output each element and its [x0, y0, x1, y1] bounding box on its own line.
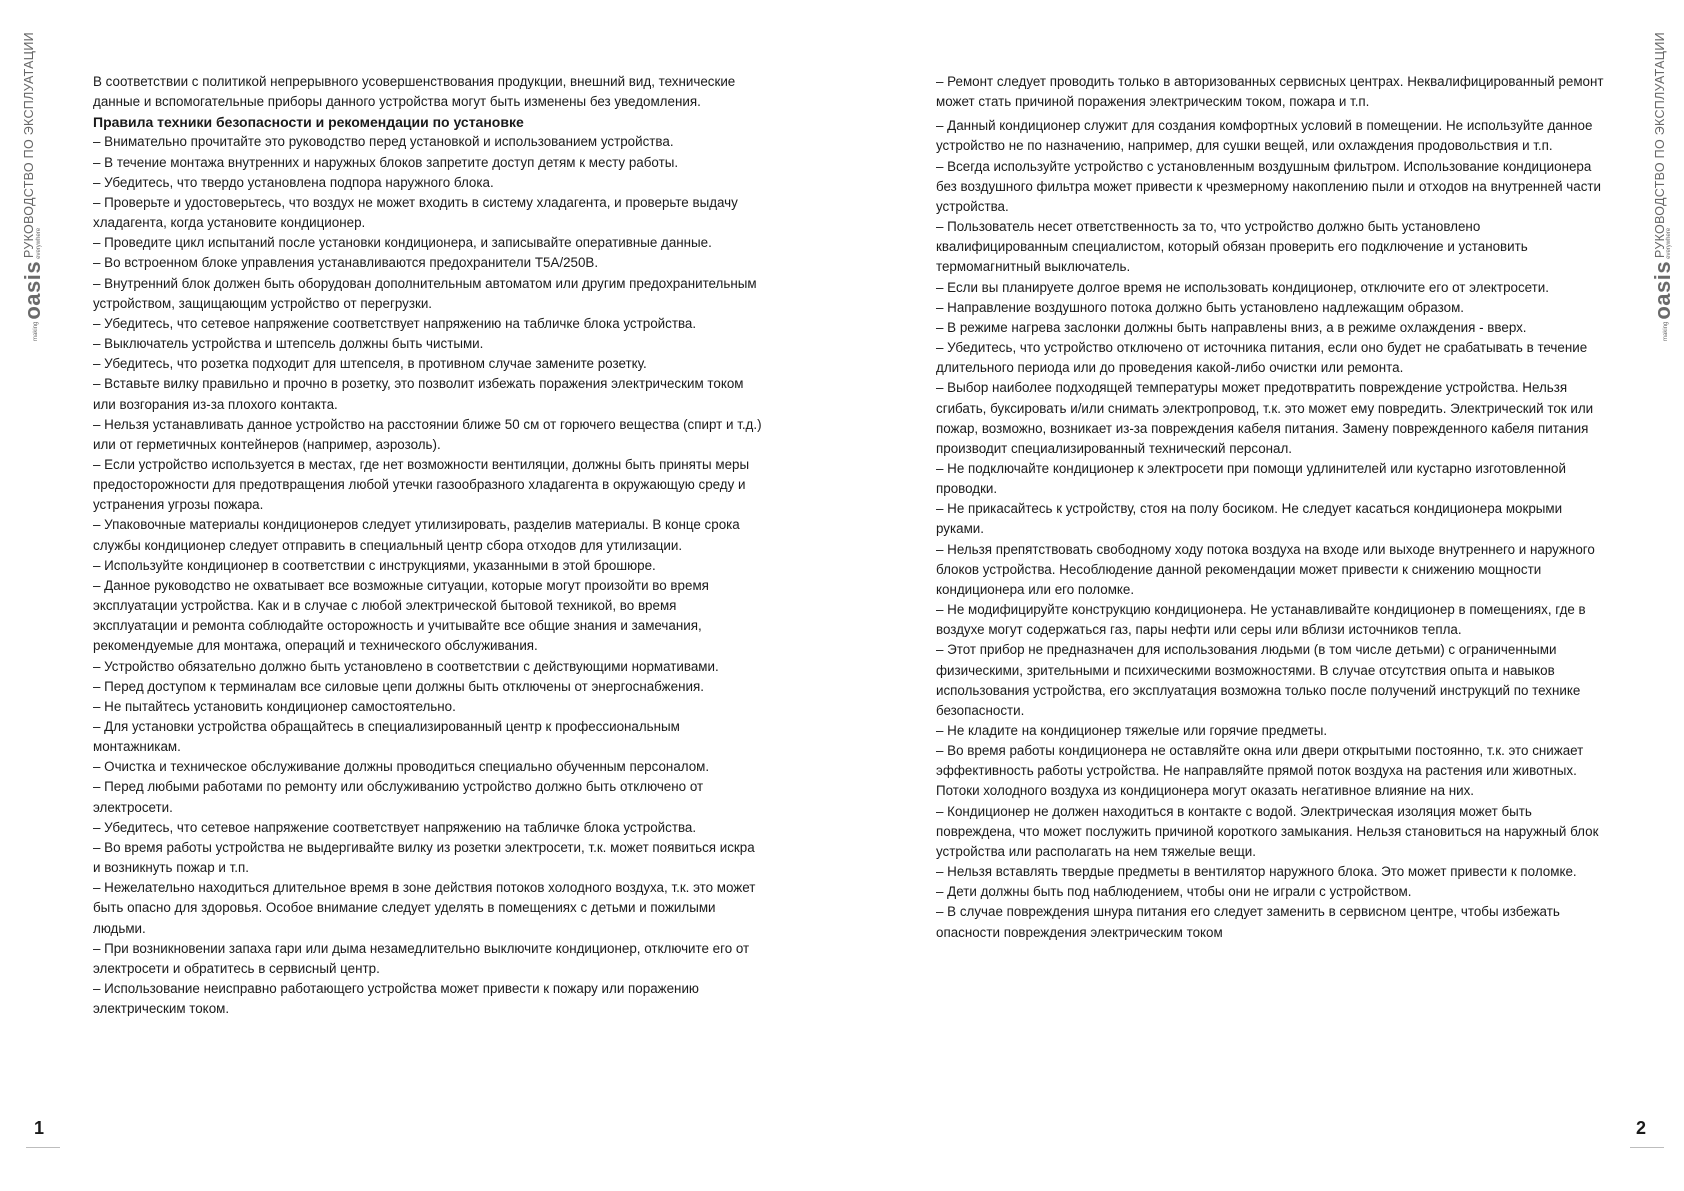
list-item: – Внимательно прочитайте это руководство перед установкой и использованием устройства.	[93, 134, 674, 150]
brand-name: oasis	[20, 260, 45, 320]
list-item: – Вставьте вилку правильно и прочно в розетку, это позволит избежать поражения электрическим током или возгорания из-за плохого контакта.	[93, 376, 744, 412]
safety-rules-list	[93, 132, 763, 1019]
list-item: – Перед любыми работами по ремонту или обслуживанию устройство должно быть отключено от электросети.	[93, 779, 704, 815]
brand-making: making	[1663, 321, 1669, 341]
list-item: – В случае повреждения шнура питания его следует заменить в сервисном центре, чтобы избежать опасности повреждения электрическим током	[936, 904, 1560, 940]
brand-making: making	[33, 321, 39, 341]
list-item: – Нельзя устанавливать данное устройство на расстоянии ближе 50 см от горючего вещества (спирт и т.д.) или от герметичных контейнеров (например, аэрозоль).	[93, 416, 762, 452]
brand-logo-right	[1642, 227, 1676, 341]
list-item: – Убедитесь, что розетка подходит для штепселя, в противном случае замените розетку.	[93, 356, 647, 372]
list-item: – В течение монтажа внутренних и наружных блоков запретите доступ детям к месту работы.	[93, 154, 679, 170]
section-heading: Правила техники безопасности и рекомендации по установке	[93, 114, 524, 131]
list-item: – Нежелательно находиться длительное время в зоне действия потоков холодного воздуха, т.к. это может быть опасно для здоровья. Особое внимание следует уделять в помещениях с детьми и пожилыми людьми.	[93, 880, 756, 936]
page-number-left: 1	[34, 1118, 45, 1138]
page-number-right: 2	[1636, 1118, 1647, 1138]
list-item: – Проведите цикл испытаний после установки кондиционера, и записывайте оперативные данные.	[93, 235, 712, 251]
list-item: – Убедитесь, что сетевое напряжение соответствует напряжению на табличке блока устройства.	[93, 315, 697, 331]
page-number-divider-left	[26, 1147, 60, 1148]
list-item: – Нельзя вставлять твердые предметы в вентилятор наружного блока. Это может привести к поломке.	[936, 864, 1577, 880]
list-item: – Проверьте и удостоверьтесь, что воздух не может входить в систему хладагента, и проверьте выдачу хладагента, когда установите кондиционер.	[93, 194, 738, 231]
list-item: – Выключатель устройства и штепсель должны быть чистыми.	[93, 336, 484, 352]
list-item: – Этот прибор не предназначен для использования людьми (в том числе детьми) с ограниченными физическими, зрительными и психическими возможностями. В случае отсутствия опыта и навыков использования устройства, его эксплуатация возможна только после получений инструкций по технике безопасности.	[936, 642, 1581, 718]
list-item: – Кондиционер не должен находиться в контакте с водой. Электрическая изоляция может быть повреждена, что может послужить причиной короткого замыкания. Нельзя становиться на наружный блок устройства или располагать на нем тяжелые вещи.	[936, 803, 1599, 859]
list-item: – Перед доступом к терминалам все силовые цепи должны быть отключены от энергоснабжения.	[93, 678, 704, 694]
list-item: – Не модифицируйте конструкцию кондиционера. Не устанавливайте кондиционер в помещениях, где в воздухе могут содержаться газ, пары нефти или серы или вблизи источников тепла.	[936, 602, 1586, 638]
list-item: – Ремонт следует проводить только в авторизованных сервисных центрах. Неквалифицированный ремонт может стать причиной поражения электрическим током, пожара и т.п.	[936, 74, 1604, 110]
list-item: – Для установки устройства обращайтесь в специализированный центр к профессиональным монтажникам.	[93, 719, 680, 755]
list-item: – Во встроенном блоке управления устанавливаются предохранители T5A/250B.	[93, 255, 599, 271]
side-label-right: РУКОВОДСТВО ПО ЭКСПЛУАТАЦИИ	[1653, 32, 1667, 258]
list-item: – Во время работы устройства не выдергивайте вилку из розетки электросети, т.к. может появиться искра и возникнуть пожар и т.п.	[93, 839, 755, 876]
list-item: – Выбор наиболее подходящей температуры может предотвратить повреждение устройства. Нельзя сгибать, буксировать и/или снимать электропровод, т.к. это может ему повредить. Электрический ток или пожар, возможно, возникает из-за повреждения кабеля питания. Замену поврежденного кабеля питания производит специализированный технический персонал.	[936, 380, 1594, 456]
page-number-divider-right	[1630, 1147, 1664, 1148]
list-item: – Не пытайтесь установить кондиционер самостоятельно.	[93, 698, 456, 714]
safety-rules-list-continued	[936, 72, 1604, 943]
right-page-column	[936, 72, 1604, 943]
list-item: – При возникновении запаха гари или дыма незамедлительно выключите кондиционер, отключите его от электросети и обратитесь в сервисный центр.	[93, 940, 750, 976]
list-item: – Если вы планируете долгое время не использовать кондиционер, отключите его от электросети.	[936, 279, 1549, 295]
list-item: – Дети должны быть под наблюдением, чтобы они не играли с устройством.	[936, 884, 1412, 900]
side-label-left: РУКОВОДСТВО ПО ЭКСПЛУАТАЦИИ	[22, 32, 36, 258]
list-item: – Всегда используйте устройство с установленным воздушным фильтром. Использование кондиционера без воздушного фильтра может привести к чрезмерному накоплению пыли и отходов на внутренней части устройства.	[936, 158, 1601, 214]
list-item: – Очистка и техническое обслуживание должны проводиться специально обученным персоналом.	[93, 759, 710, 775]
brand-logo-left	[12, 227, 46, 341]
list-item: – Пользователь несет ответственность за то, что устройство должно быть установлено квалифицированным специалистом, который обязан проверить его подключение и установить термомагнитный выключатель.	[936, 219, 1528, 275]
list-item: – Убедитесь, что сетевое напряжение соответствует напряжению на табличке блока устройства.	[93, 819, 697, 835]
list-item: – В режиме нагрева заслонки должны быть направлены вниз, а в режиме охлаждения - вверх.	[936, 319, 1527, 335]
brand-tagline: everywhere	[36, 227, 42, 259]
list-item: – Не прикасайтесь к устройству, стоя на полу босиком. Не следует касаться кондиционера мокрыми руками.	[936, 501, 1563, 537]
list-item: – Убедитесь, что устройство отключено от источника питания, если оно будет не срабатывать в течение длительного периода или до проведения какой-либо очистки или ремонта.	[936, 340, 1588, 376]
list-item: – Во время работы кондиционера не оставляйте окна или двери открытыми постоянно, т.к. это снижает эффективность работы устройства. Не направляйте прямой поток воздуха на растения или животных. Потоки холодного воздуха из кондиционера могут оказать негативное влияние на них.	[936, 743, 1584, 799]
intro-paragraph: В соответствии с политикой непрерывного усовершенствования продукции, внешний вид, технические данные и вспомогательные приборы данного устройства могут быть изменены без уведомления.	[93, 74, 736, 110]
left-page-column	[93, 72, 763, 1019]
list-item: – Если устройство используется в местах, где нет возможности вентиляции, должны быть приняты меры предосторожности для предотвращения любой утечки газообразного хладагента в окружающую среду и устранения угрозы пожара.	[93, 456, 750, 513]
list-item: – Используйте кондиционер в соответствии с инструкциями, указанными в этой брошюре.	[93, 557, 656, 573]
list-item: – Упаковочные материалы кондиционеров следует утилизировать, разделив материалы. В конце срока службы кондиционер следует отправить в специальный центр сбора отходов для утилизации.	[93, 517, 740, 553]
list-item: – Данное руководство не охватывает все возможные ситуации, которые могут произойти во время эксплуатации устройства. Как и в случае с любой электрической бытовой техникой, во время эксплуатации и ремонта соблюдайте осторожность и учитывайте все общие знания и замечания, рекомендуемые для монтажа, операций и технического обслуживания.	[93, 577, 709, 654]
list-item: – Убедитесь, что твердо установлена подпора наружного блока.	[93, 174, 494, 190]
list-item: – Использование неисправно работающего устройства может привести к пожару или поражению электрическим током.	[93, 981, 699, 1017]
brand-tagline: everywhere	[1666, 227, 1672, 259]
list-item: – Нельзя препятствовать свободному ходу потока воздуха на входе или выходе внутреннего и наружного блоков устройства. Несоблюдение данной рекомендации может привести к снижению мощности кондиционера или его поломке.	[936, 541, 1595, 597]
list-item: – Внутренний блок должен быть оборудован дополнительным автоматом или другим предохранительным устройством, защищающим устройство от перегрузки.	[93, 275, 757, 311]
brand-name: oasis	[1650, 260, 1675, 320]
list-item: – Данный кондиционер служит для создания комфортных условий в помещении. Не используйте данное устройство не по назначению, например, для сушки вещей, или охлаждения продовольствия и т.п.	[936, 118, 1593, 154]
list-item: – Не кладите на кондиционер тяжелые или горячие предметы.	[936, 723, 1328, 738]
list-item: – Не подключайте кондиционер к электросети при помощи удлинителей или кустарно изготовленной проводки.	[936, 460, 1566, 497]
list-item: – Устройство обязательно должно быть установлено в соответствии с действующими нормативами.	[93, 658, 719, 674]
list-item: – Направление воздушного потока должно быть установлено надлежащим образом.	[936, 299, 1465, 315]
